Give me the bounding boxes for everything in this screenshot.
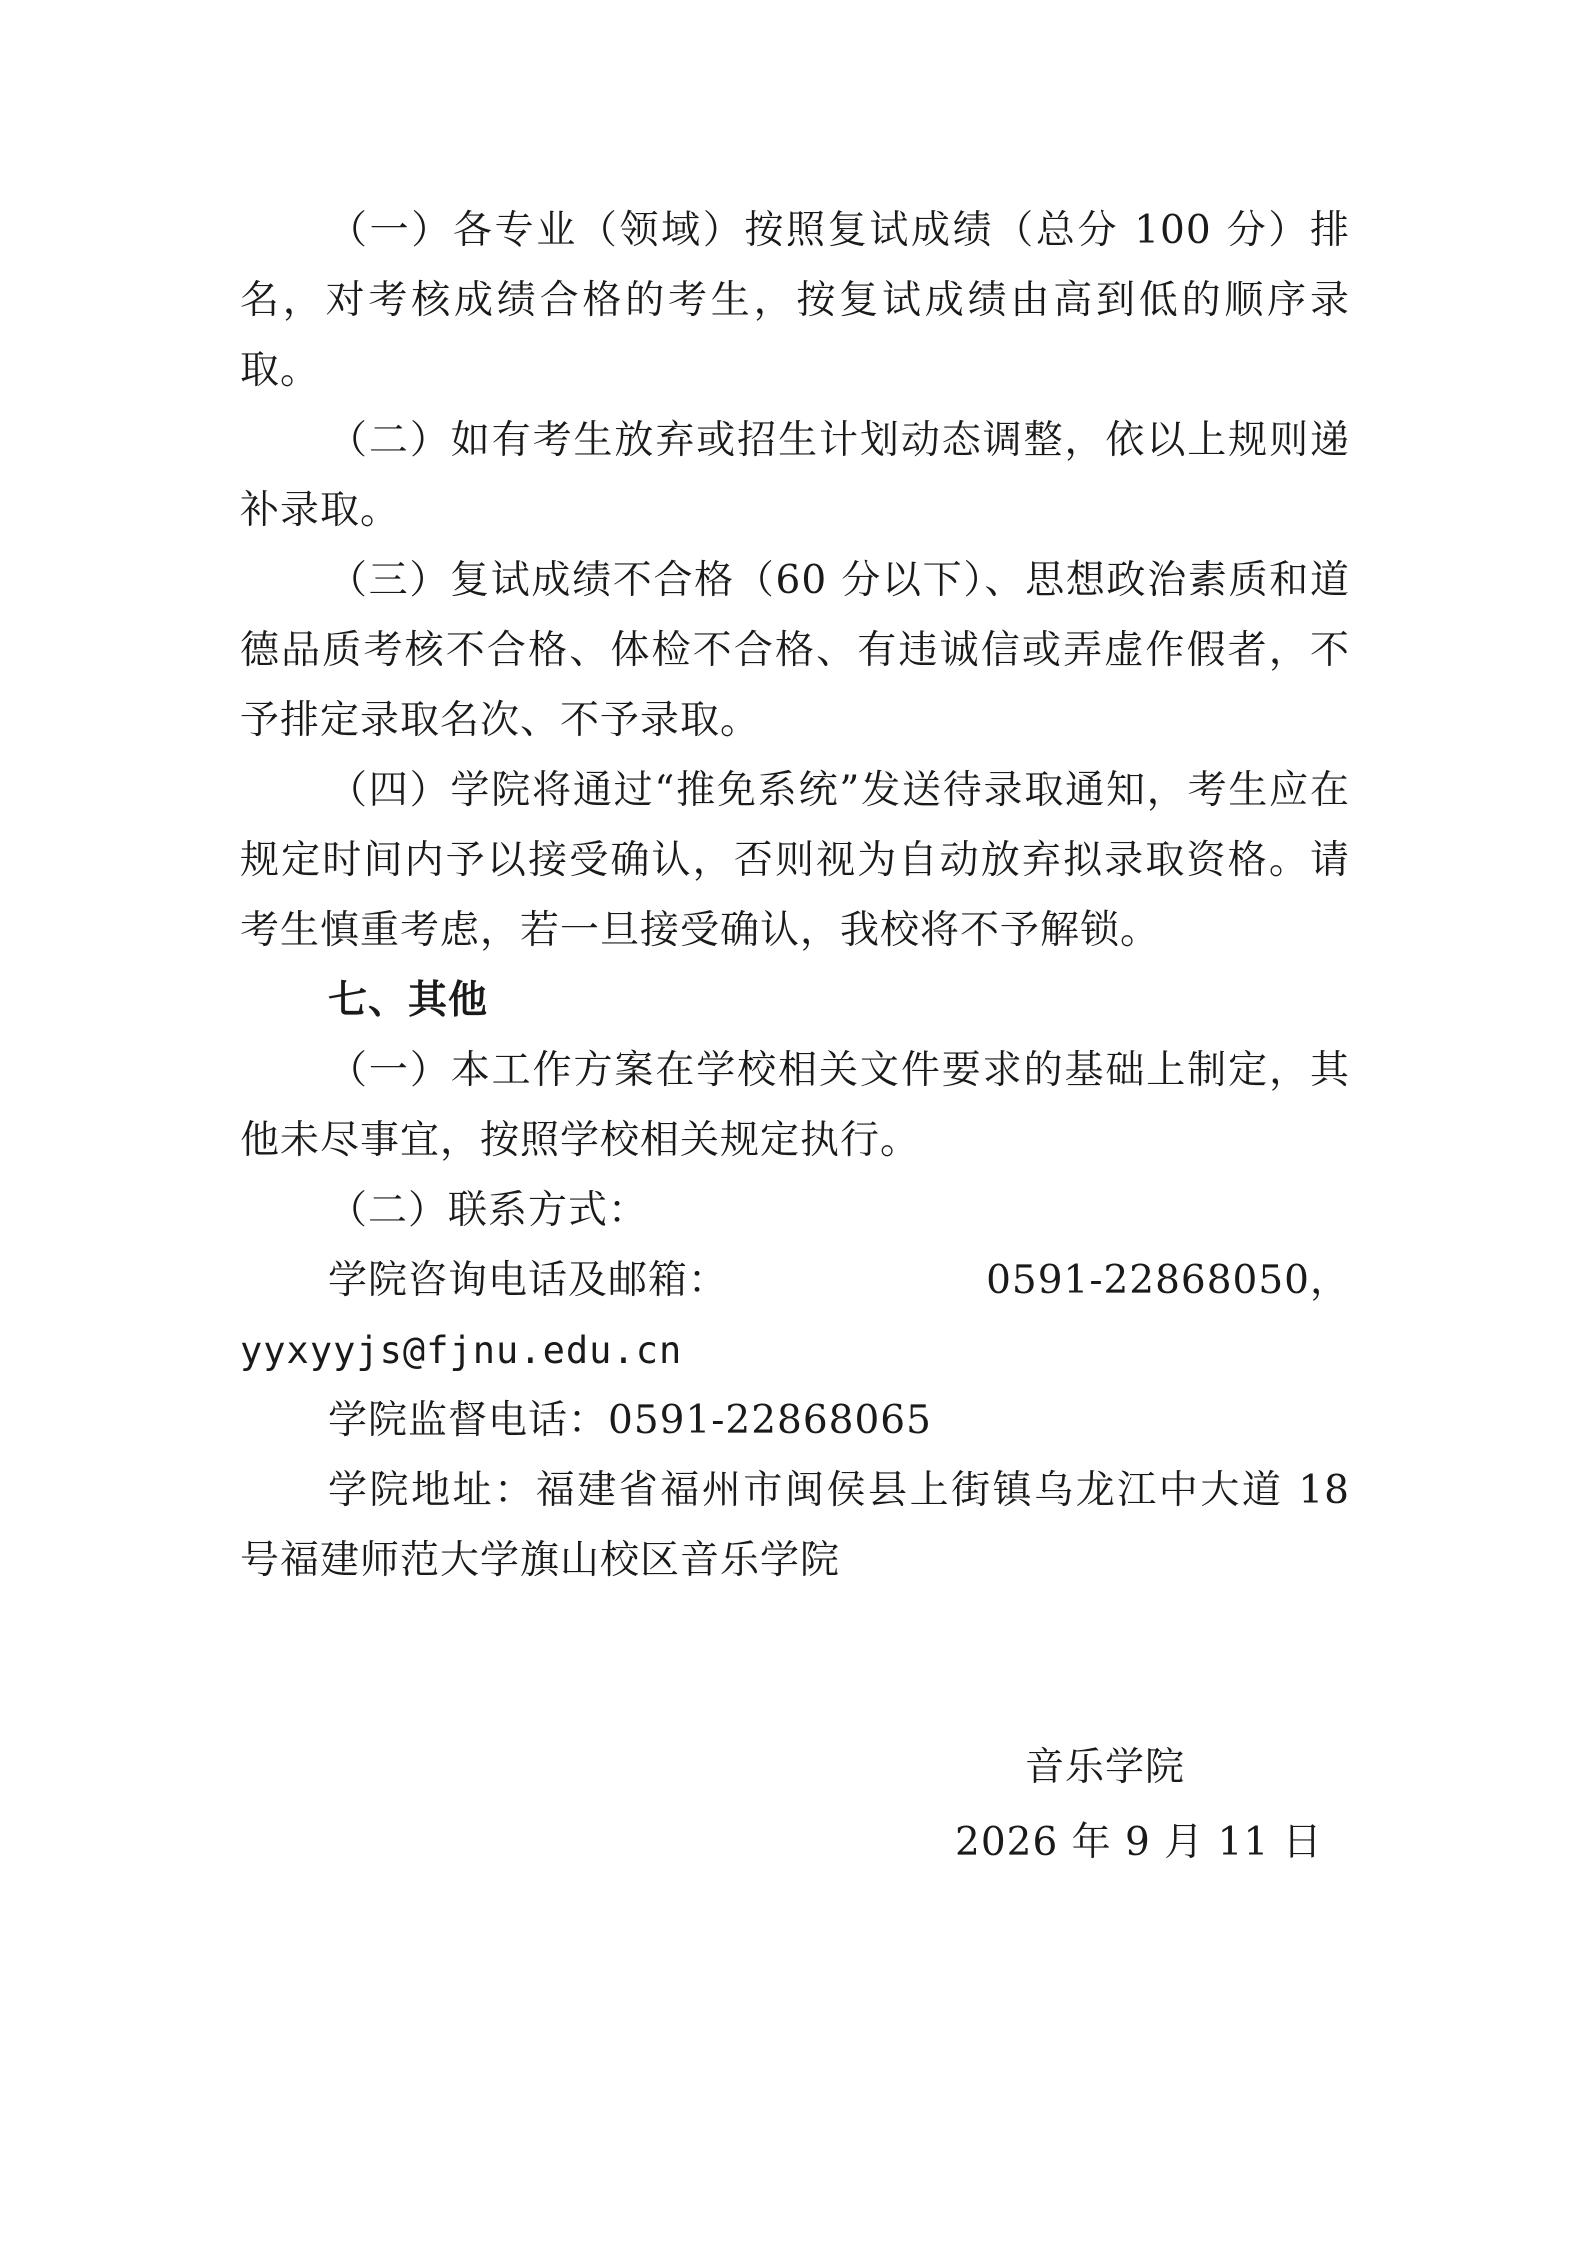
admission-rule-1: （一）各专业（领域）按照复试成绩（总分 100 分）排名，对考核成绩合格的考生，按复试成绩由高到低的顺序录取。 [240, 208, 1350, 393]
document-body [240, 196, 1350, 1596]
signature-date: 2026 年 9 月 11 日 [955, 1820, 1323, 1865]
contact-email[interactable]: yyxyyjs@fjnu.edu.cn [240, 1329, 683, 1372]
admission-rule-4: （四）学院将通过“推免系统”发送待录取通知，考生应在规定时间内予以接受确认，否则视为自动放弃拟录取资格。请考生慎重考虑，若一旦接受确认，我校将不予解锁。 [240, 768, 1350, 953]
signature-org: 音乐学院 [1025, 1745, 1186, 1790]
supervision-phone: 学院监督电话：0591-22868065 [328, 1398, 932, 1443]
contact-phone-value: 0591-22868050， [986, 1258, 1350, 1303]
admission-rule-3: （三）复试成绩不合格（60 分以下）、思想政治素质和道德品质考核不合格、体检不合格、有违诚信或弄虚作假者，不予排定录取名次、不予录取。 [240, 558, 1350, 743]
contact-phone-label: 学院咨询电话及邮箱： [328, 1258, 729, 1303]
other-item-1: （一）本工作方案在学校相关文件要求的基础上制定，其他未尽事宜，按照学校相关规定执行。 [240, 1048, 1350, 1163]
section-heading-other: 七、其他 [328, 978, 489, 1023]
other-item-2: （二）联系方式： [328, 1188, 649, 1233]
college-address: 学院地址：福建省福州市闽侯县上街镇乌龙江中大道 18 号福建师范大学旗山校区音乐学院 [240, 1468, 1350, 1583]
contact-phone-line [240, 1246, 1350, 1316]
admission-rule-2: （二）如有考生放弃或招生计划动态调整，依以上规则递补录取。 [240, 418, 1350, 533]
